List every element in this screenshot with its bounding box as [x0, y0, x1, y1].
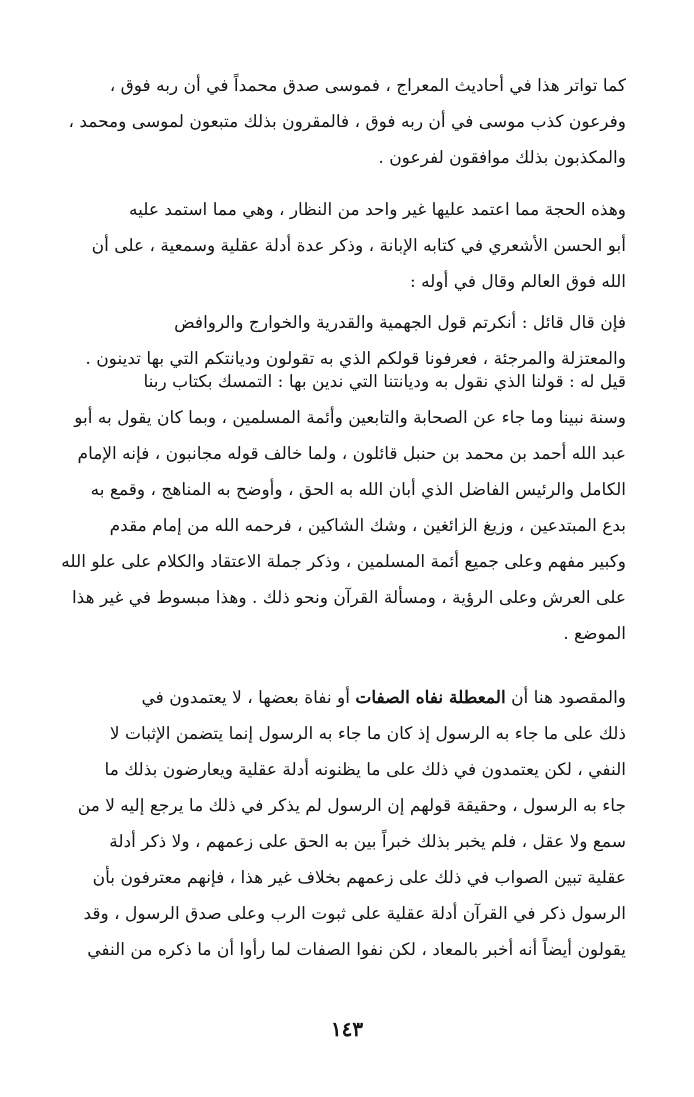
- text-segment: والمقصود هنا أن: [505, 688, 626, 708]
- text-line: وفرعون كذب موسى في أن ربه فوق ، فالمقرون بذلك متبعون لموسى ومحمد ،: [68, 112, 626, 132]
- text-line: والمكذبون بذلك موافقون لفرعون .: [378, 148, 626, 168]
- paragraph-5: [58, 680, 626, 968]
- text-line: الرسول ذكر في القرآن أدلة عقلية على ثبوت الرب وعلى صدق الرسول ، وقد: [83, 904, 626, 924]
- page-number: ١٤٣: [330, 1017, 364, 1041]
- text-line: عبد الله أحمد بن محمد بن حنبل قائلون ، ولما خالف قوله مجانبون ، فإنه الإمام: [77, 444, 626, 464]
- text-line: يقولون أيضاً أنه أخبر بالمعاد ، لكن نفوا الصفات لما رأوا أن ما ذكره من النفي: [87, 940, 626, 960]
- text-line: وهذه الحجة مما اعتمد عليها غير واحد من النظار ، وهي مما استمد عليه: [129, 200, 626, 220]
- text-line: الموضع .: [563, 624, 626, 644]
- paragraph-1: [58, 68, 626, 176]
- text-segment: أو نفاة بعضها ، لا يعتمدون في: [141, 688, 356, 708]
- text-line: [58, 680, 626, 716]
- text-line: النفي ، لكن يعتمدون في ذلك على ما يظنونه أدلة عقلية ويعارضون بذلك ما: [104, 760, 626, 780]
- text-line: جاء به الرسول ، وحقيقة قولهم إن الرسول لم يذكر في ذلك ما يرجع إليه لا من: [77, 796, 626, 816]
- text-line: قيل له : قولنا الذي نقول به وديانتنا التي ندين بها : التمسك بكتاب ربنا: [143, 372, 626, 392]
- text-line: فإن قال قائل : أنكرتم قول الجهمية والقدرية والخوارج والروافض: [174, 313, 626, 333]
- text-line: عقلية تبين الصواب في ذلك على زعمهم بخلاف غير هذا ، فإنهم معترفون بأن: [92, 868, 626, 888]
- text-line: أبو الحسن الأشعري في كتابه الإبانة ، وذكر عدة أدلة عقلية وسمعية ، على أن: [91, 236, 626, 256]
- text-line: على العرش وعلى الرؤية ، ومسألة القرآن ونحو ذلك . وهذا مبسوط في غير هذا: [71, 588, 626, 608]
- text-line: بدع المبتدعين ، وزيغ الزائغين ، وشك الشاكين ، فرحمه الله من إمام مقدم: [109, 516, 626, 536]
- text-line: والمعتزلة والمرجئة ، فعرفونا قولكم الذي به تقولون وديانتكم التي بها تدينون .: [85, 349, 626, 369]
- paragraph-4: [58, 364, 626, 652]
- paragraph-2: [58, 192, 626, 300]
- text-line: كما تواتر هذا في أحاديث المعراج ، فموسى صدق محمداً في أن ربه فوق ،: [109, 76, 626, 96]
- text-line: وسنة نبينا وما جاء عن الصحابة والتابعين وأئمة المسلمين ، وبما كان يقول به أبو: [74, 408, 626, 428]
- text-line: الكامل والرئيس الفاضل الذي أبان الله به الحق ، وأوضح به المناهج ، وقمع به: [90, 480, 626, 500]
- bold-term: المعطلة نفاه الصفات: [355, 688, 506, 708]
- text-line: سمع ولا عقل ، فلم يخبر بذلك خبراً بين به الحق على زعمهم ، ولا ذكر أدلة: [109, 832, 626, 852]
- text-line: ذلك على ما جاء به الرسول إذ كان ما جاء به الرسول إنما يتضمن الإثبات لا: [109, 724, 626, 744]
- text-line: وكبير مفهم وعلى جميع أئمة المسلمين ، وذكر جملة الاعتقاد والكلام على علو الله: [61, 552, 626, 572]
- text-line: الله فوق العالم وقال في أوله :: [409, 272, 626, 292]
